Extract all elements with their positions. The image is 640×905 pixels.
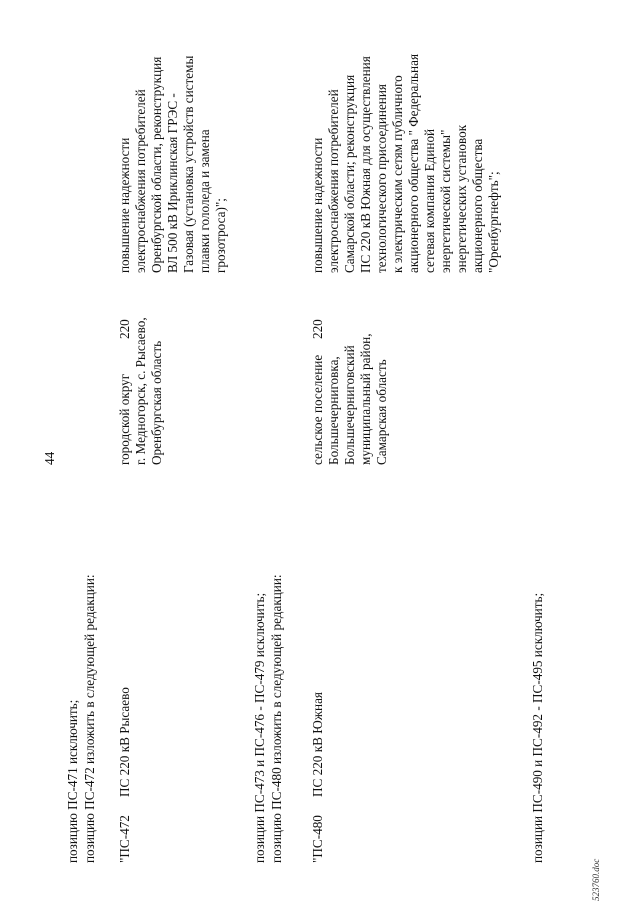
purpose-line: ВЛ 500 кВ Ириклинская ГРЭС -	[165, 93, 180, 273]
substation-name: ПС 220 кВ Южная	[310, 692, 325, 797]
purpose-line: энергетических установок	[454, 124, 469, 273]
location-line: Самарская область	[374, 359, 389, 465]
instruction-exclude-473-479: позиции ПС-473 и ПС-476 - ПС-479 исключить;	[252, 592, 267, 863]
purpose-line: грозотроса)";	[213, 198, 228, 273]
purpose-cell	[117, 56, 229, 273]
purpose-line: повышение надежности	[310, 137, 325, 273]
row-number: "ПС-480	[310, 815, 325, 863]
location-line: Большечерниговский	[342, 345, 357, 465]
purpose-line: электроснабжения потребителей	[326, 89, 341, 273]
purpose-line: акционерного общества	[470, 138, 485, 273]
location-cell	[117, 317, 165, 465]
purpose-cell	[310, 54, 502, 273]
location-line: муниципальный район,	[358, 333, 373, 465]
purpose-line: повышение надежности	[117, 137, 132, 273]
purpose-line: Самарской области; реконструкция	[342, 74, 357, 273]
instruction-exclude-471: позицию ПС-471 исключить;	[65, 699, 80, 863]
location-cell	[310, 333, 390, 465]
instruction-edit-480: позицию ПС-480 изложить в следующей редакции:	[269, 574, 284, 863]
location-line: г. Медногорск, с. Рысаево,	[133, 317, 148, 465]
instruction-exclude-490-495: позиции ПС-490 и ПС-492 - ПС-495 исключить;	[530, 592, 545, 863]
purpose-line: электроснабжения потребителей	[133, 89, 148, 273]
purpose-line: Оренбургской области, реконструкция	[149, 56, 164, 273]
location-line: городской округ	[117, 373, 132, 465]
footer-doc-code: 523760.doc	[591, 858, 601, 901]
purpose-line: к электрическим сетям публичного	[390, 75, 405, 273]
location-line: Оренбургская область	[149, 340, 164, 465]
purpose-line: ПС 220 кВ Южная для осуществления	[358, 56, 373, 273]
purpose-line: энергетической системы"	[438, 129, 453, 273]
purpose-line: плавки гололеда и замена	[197, 129, 212, 273]
substation-name: ПС 220 кВ Рысаево	[117, 687, 132, 797]
purpose-line: Газовая (установка устройств системы	[181, 55, 196, 273]
page-number: 44	[42, 451, 57, 465]
voltage-value: 220	[310, 319, 325, 339]
purpose-line: технологического присоединения	[374, 84, 389, 273]
instruction-edit-472: позицию ПС-472 изложить в следующей редакции:	[82, 574, 97, 863]
purpose-line: акционерного общества " Федеральная	[406, 53, 421, 273]
location-line: Большечерниговка,	[326, 356, 341, 465]
location-line: сельское поселение	[310, 354, 325, 465]
purpose-line: сетевая компания Единой	[422, 128, 437, 273]
voltage-value: 220	[117, 319, 132, 339]
purpose-line: "Оренбургнефть";	[486, 171, 501, 273]
row-number: "ПС-472	[117, 815, 132, 863]
